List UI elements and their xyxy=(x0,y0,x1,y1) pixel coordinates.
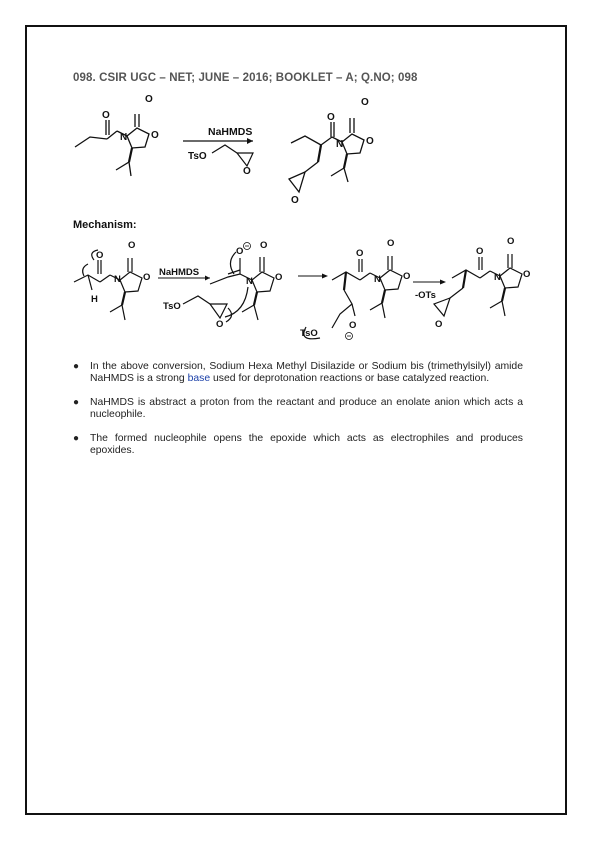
explanation-list xyxy=(73,361,523,468)
mechanism-structure-2-enolate xyxy=(210,252,274,320)
mech-atom-o-9: O xyxy=(403,271,411,282)
atom-o-epoxide-1: O xyxy=(243,166,251,177)
mech-atom-o-1: O xyxy=(96,250,104,261)
mech-arrowhead-2 xyxy=(322,274,328,279)
mechanism-scheme xyxy=(70,232,540,350)
reagent-tso: TsO xyxy=(188,151,207,162)
mech-atom-n-3: N xyxy=(374,274,381,285)
mech-atom-o-2: O xyxy=(128,240,136,251)
mech-atom-o-5: O xyxy=(260,240,268,251)
mechanism-structure-1 xyxy=(74,250,142,320)
question-title: 098. CSIR UGC – NET; JUNE – 2016; BOOKLET – A; Q.NO; 098 xyxy=(73,72,418,84)
bullet-1-text-a: In the above conversion, Sodium Hexa Methyl Disilazide or Sodium bis (trimethylsilyl) amide NaHMDS is a strong xyxy=(90,361,523,385)
mech-atom-o-8: O xyxy=(387,238,395,249)
mech-atom-n-1: N xyxy=(114,274,121,285)
mech-atom-o-3: O xyxy=(143,272,151,283)
mech-atom-o-12: O xyxy=(507,236,515,247)
mechanism-epoxide-1 xyxy=(183,296,232,322)
mech-atom-o-7: O xyxy=(356,248,364,259)
bullet-dot: ● xyxy=(73,361,80,372)
mech-atom-n-4: N xyxy=(494,272,501,283)
mech-arrowhead-3 xyxy=(440,280,446,285)
atom-o-5: O xyxy=(327,112,335,123)
atom-o-6: O xyxy=(366,136,374,147)
glycidyl-tosylate-structure xyxy=(212,145,253,166)
mechanism-structure-4 xyxy=(434,254,522,316)
mech-atom-n-2: N xyxy=(246,276,253,287)
bullet-item-3 xyxy=(73,433,523,458)
atom-o-2: O xyxy=(102,110,110,121)
mech-tso-2: TsO xyxy=(300,328,318,339)
atom-o-3: O xyxy=(151,130,159,141)
mech-atom-h: H xyxy=(91,294,98,305)
atom-n-1: N xyxy=(120,132,128,143)
reaction-scheme xyxy=(65,90,435,210)
atom-n-2: N xyxy=(336,139,344,150)
bullet-item-1 xyxy=(73,361,523,386)
mech-atom-o-4: O xyxy=(236,246,244,257)
product-structure xyxy=(289,118,364,192)
bullet-dot: ● xyxy=(73,432,80,444)
starting-material-structure xyxy=(75,114,149,176)
bullet-dot: ● xyxy=(73,396,80,408)
atom-o-epoxide-2: O xyxy=(291,195,299,206)
mech-atom-o-epoxide-1: O xyxy=(216,319,224,330)
reagent-top: NaHMDS xyxy=(208,126,253,138)
bullet-2-text: NaHMDS is abstract a proton from the reactant and produce an enolate anion which acts a nucleophile. xyxy=(90,396,523,421)
mech-atom-o-10: O xyxy=(349,320,357,331)
bullet-3-text: The formed nucleophile opens the epoxide which acts as electrophiles and produces epoxides. xyxy=(90,432,523,457)
mech-atom-o-epoxide-2: O xyxy=(435,319,443,330)
mech-atom-o-6: O xyxy=(275,272,283,283)
mech-leaving-group: -OTs xyxy=(415,290,436,301)
mech-tso-1: TsO xyxy=(163,301,181,312)
reaction-arrowhead xyxy=(247,138,253,144)
mechanism-heading: Mechanism: xyxy=(73,219,137,231)
mech-atom-o-11: O xyxy=(476,246,484,257)
bullet-item-2 xyxy=(73,397,523,422)
atom-o-4: O xyxy=(361,97,369,108)
atom-o-1: O xyxy=(145,94,153,105)
bullet-1-text-b: used for deprotonation reactions or base catalyzed reaction. xyxy=(210,373,490,385)
mech-arrowhead-1 xyxy=(205,276,210,281)
base-link[interactable]: base xyxy=(187,373,211,385)
mech-reagent: NaHMDS xyxy=(159,267,200,278)
mech-atom-o-13: O xyxy=(523,269,531,280)
